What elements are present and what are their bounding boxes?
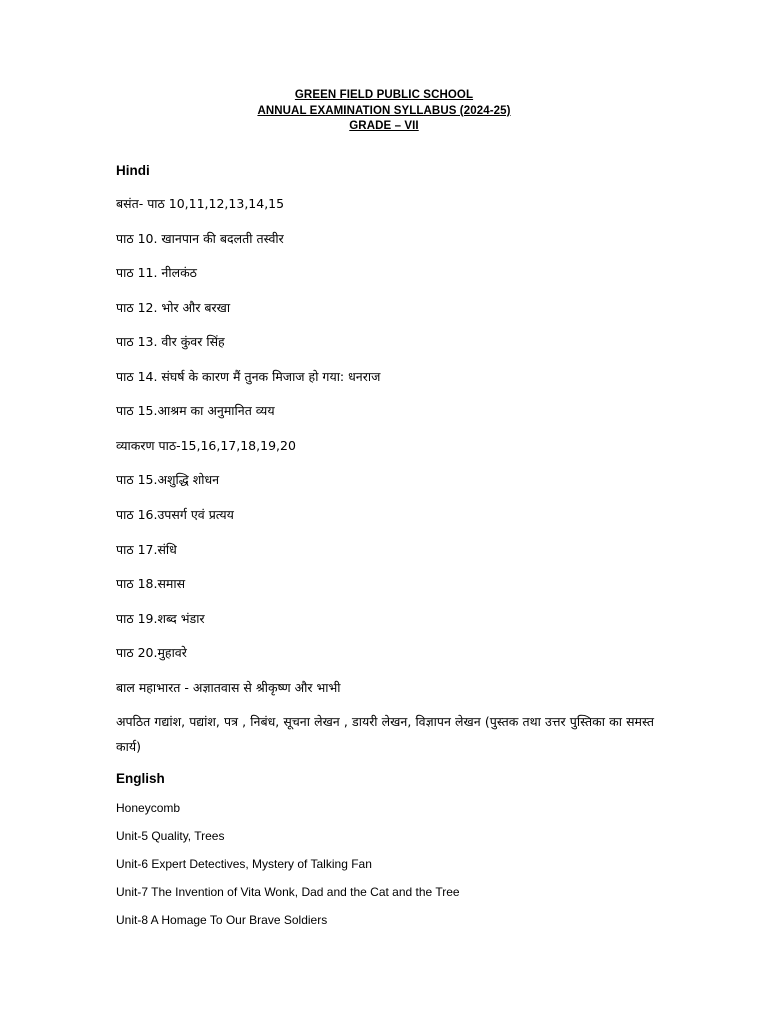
english-line: Honeycomb: [116, 801, 181, 815]
hindi-line: व्याकरण पाठ-15,16,17,18,19,20: [116, 438, 296, 453]
hindi-line: पाठ 18.समास: [116, 576, 186, 591]
hindi-line: पाठ 20.मुहावरे: [116, 645, 187, 660]
syllabus-title: ANNUAL EXAMINATION SYLLABUS (2024-25): [257, 104, 511, 117]
hindi-line: बसंत- पाठ 10,11,12,13,14,15: [116, 196, 285, 211]
hindi-line: पाठ 15.आश्रम का अनुमानित व्यय: [116, 403, 275, 418]
english-line: Unit-7 The Invention of Vita Wonk, Dad and the Cat and the Tree: [116, 885, 460, 899]
hindi-line: पाठ 12. भोर और बरखा: [116, 300, 231, 315]
english-line: Unit-6 Expert Detectives, Mystery of Talking Fan: [116, 857, 372, 871]
school-name: GREEN FIELD PUBLIC SCHOOL: [294, 89, 474, 101]
hindi-line: पाठ 13. वीर कुंवर सिंह: [116, 334, 225, 349]
hindi-line: पाठ 11. नीलकंठ: [116, 265, 197, 280]
hindi-line: पाठ 15.अशुद्धि शोधन: [116, 472, 220, 487]
hindi-line: पाठ 16.उपसर्ग एवं प्रत्यय: [116, 507, 234, 522]
document-header: [0, 88, 768, 135]
hindi-line: बाल महाभारत - अज्ञातवास से श्रीकृष्ण और भाभी: [116, 680, 341, 695]
english-line: Unit-8 A Homage To Our Brave Soldiers: [116, 913, 328, 927]
grade-label: GRADE – VII: [349, 120, 419, 132]
hindi-paragraph: अपठित गद्यांश, पद्यांश, पत्र , निबंध, सूचना लेखन , डायरी लेखन, विज्ञापन लेखन (पुस्तक तथा उत्तर पुस्तिका का समस्त कार्य): [116, 714, 654, 754]
hindi-line: पाठ 17.संधि: [116, 542, 177, 557]
section-title-english: English: [116, 771, 165, 786]
hindi-line: पाठ 14. संघर्ष के कारण मैं तुनक मिजाज हो गया: धनराज: [116, 369, 381, 384]
hindi-line: पाठ 10. खानपान की बदलती तस्वीर: [116, 231, 284, 246]
english-line: Unit-5 Quality, Trees: [116, 829, 225, 843]
hindi-line: पाठ 19.शब्द भंडार: [116, 611, 205, 626]
section-title-hindi: Hindi: [116, 163, 150, 178]
